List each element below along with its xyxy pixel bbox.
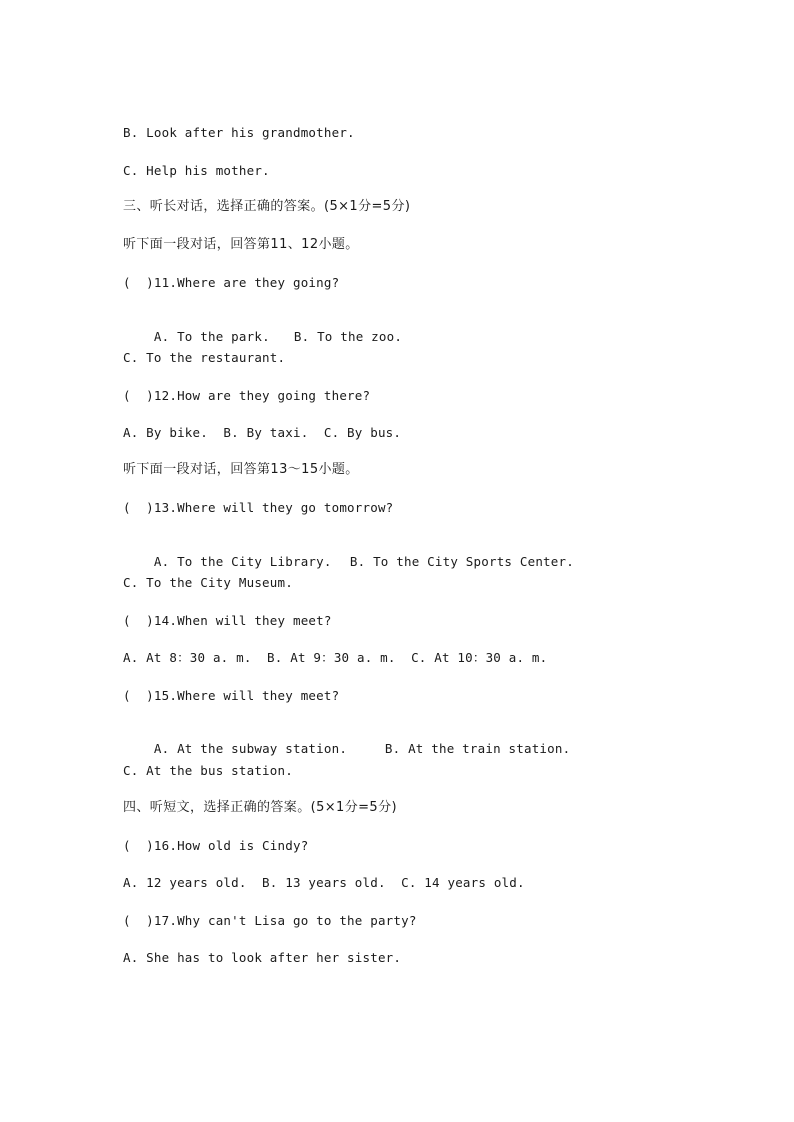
option-q11-a: A. To the park. bbox=[153, 329, 270, 344]
option-q13-c: C. To the City Museum. bbox=[123, 575, 293, 590]
option-q15-a: A. At the subway station. bbox=[153, 741, 348, 756]
question-16: ( )16.How old is Cindy? bbox=[123, 838, 309, 853]
option-q15-c: C. At the bus station. bbox=[123, 763, 293, 778]
section-three-heading: 三、听长对话，选择正确的答案。(5×1分=5分) bbox=[123, 199, 411, 214]
options-q12: A. By bike. B. By taxi. C. By bus. bbox=[123, 425, 402, 440]
question-12: ( )12.How are they going there? bbox=[123, 388, 371, 403]
option-q11-c: C. To the restaurant. bbox=[123, 350, 286, 365]
option-q10-b: B. Look after his grandmother. bbox=[123, 125, 355, 140]
question-13: ( )13.Where will they go tomorrow? bbox=[123, 500, 394, 515]
option-q15-b: B. At the train station. bbox=[384, 741, 571, 756]
question-15: ( )15.Where will they meet? bbox=[123, 688, 340, 703]
options-q14: A. At 8：30 a. m. B. At 9：30 a. m. C. At 10：30 a. m. bbox=[123, 650, 548, 665]
question-11: ( )11.Where are they going? bbox=[123, 275, 340, 290]
section-four-heading: 四、听短文，选择正确的答案。(5×1分=5分) bbox=[123, 800, 397, 815]
options-q16: A. 12 years old. B. 13 years old. C. 14 years old. bbox=[123, 875, 525, 890]
option-q13-b: B. To the City Sports Center. bbox=[349, 554, 574, 569]
option-q11-b: B. To the zoo. bbox=[293, 329, 403, 344]
question-14: ( )14.When will they meet? bbox=[123, 613, 332, 628]
dialog-instruction-13-15: 听下面一段对话，回答第13～15小题。 bbox=[123, 462, 359, 477]
option-q17-a: A. She has to look after her sister. bbox=[123, 950, 402, 965]
question-17: ( )17.Why can't Lisa go to the party? bbox=[123, 913, 417, 928]
dialog-instruction-11-12: 听下面一段对话，回答第11、12小题。 bbox=[123, 237, 359, 252]
option-q10-c: C. Help his mother. bbox=[123, 163, 270, 178]
option-q13-a: A. To the City Library. bbox=[153, 554, 332, 569]
